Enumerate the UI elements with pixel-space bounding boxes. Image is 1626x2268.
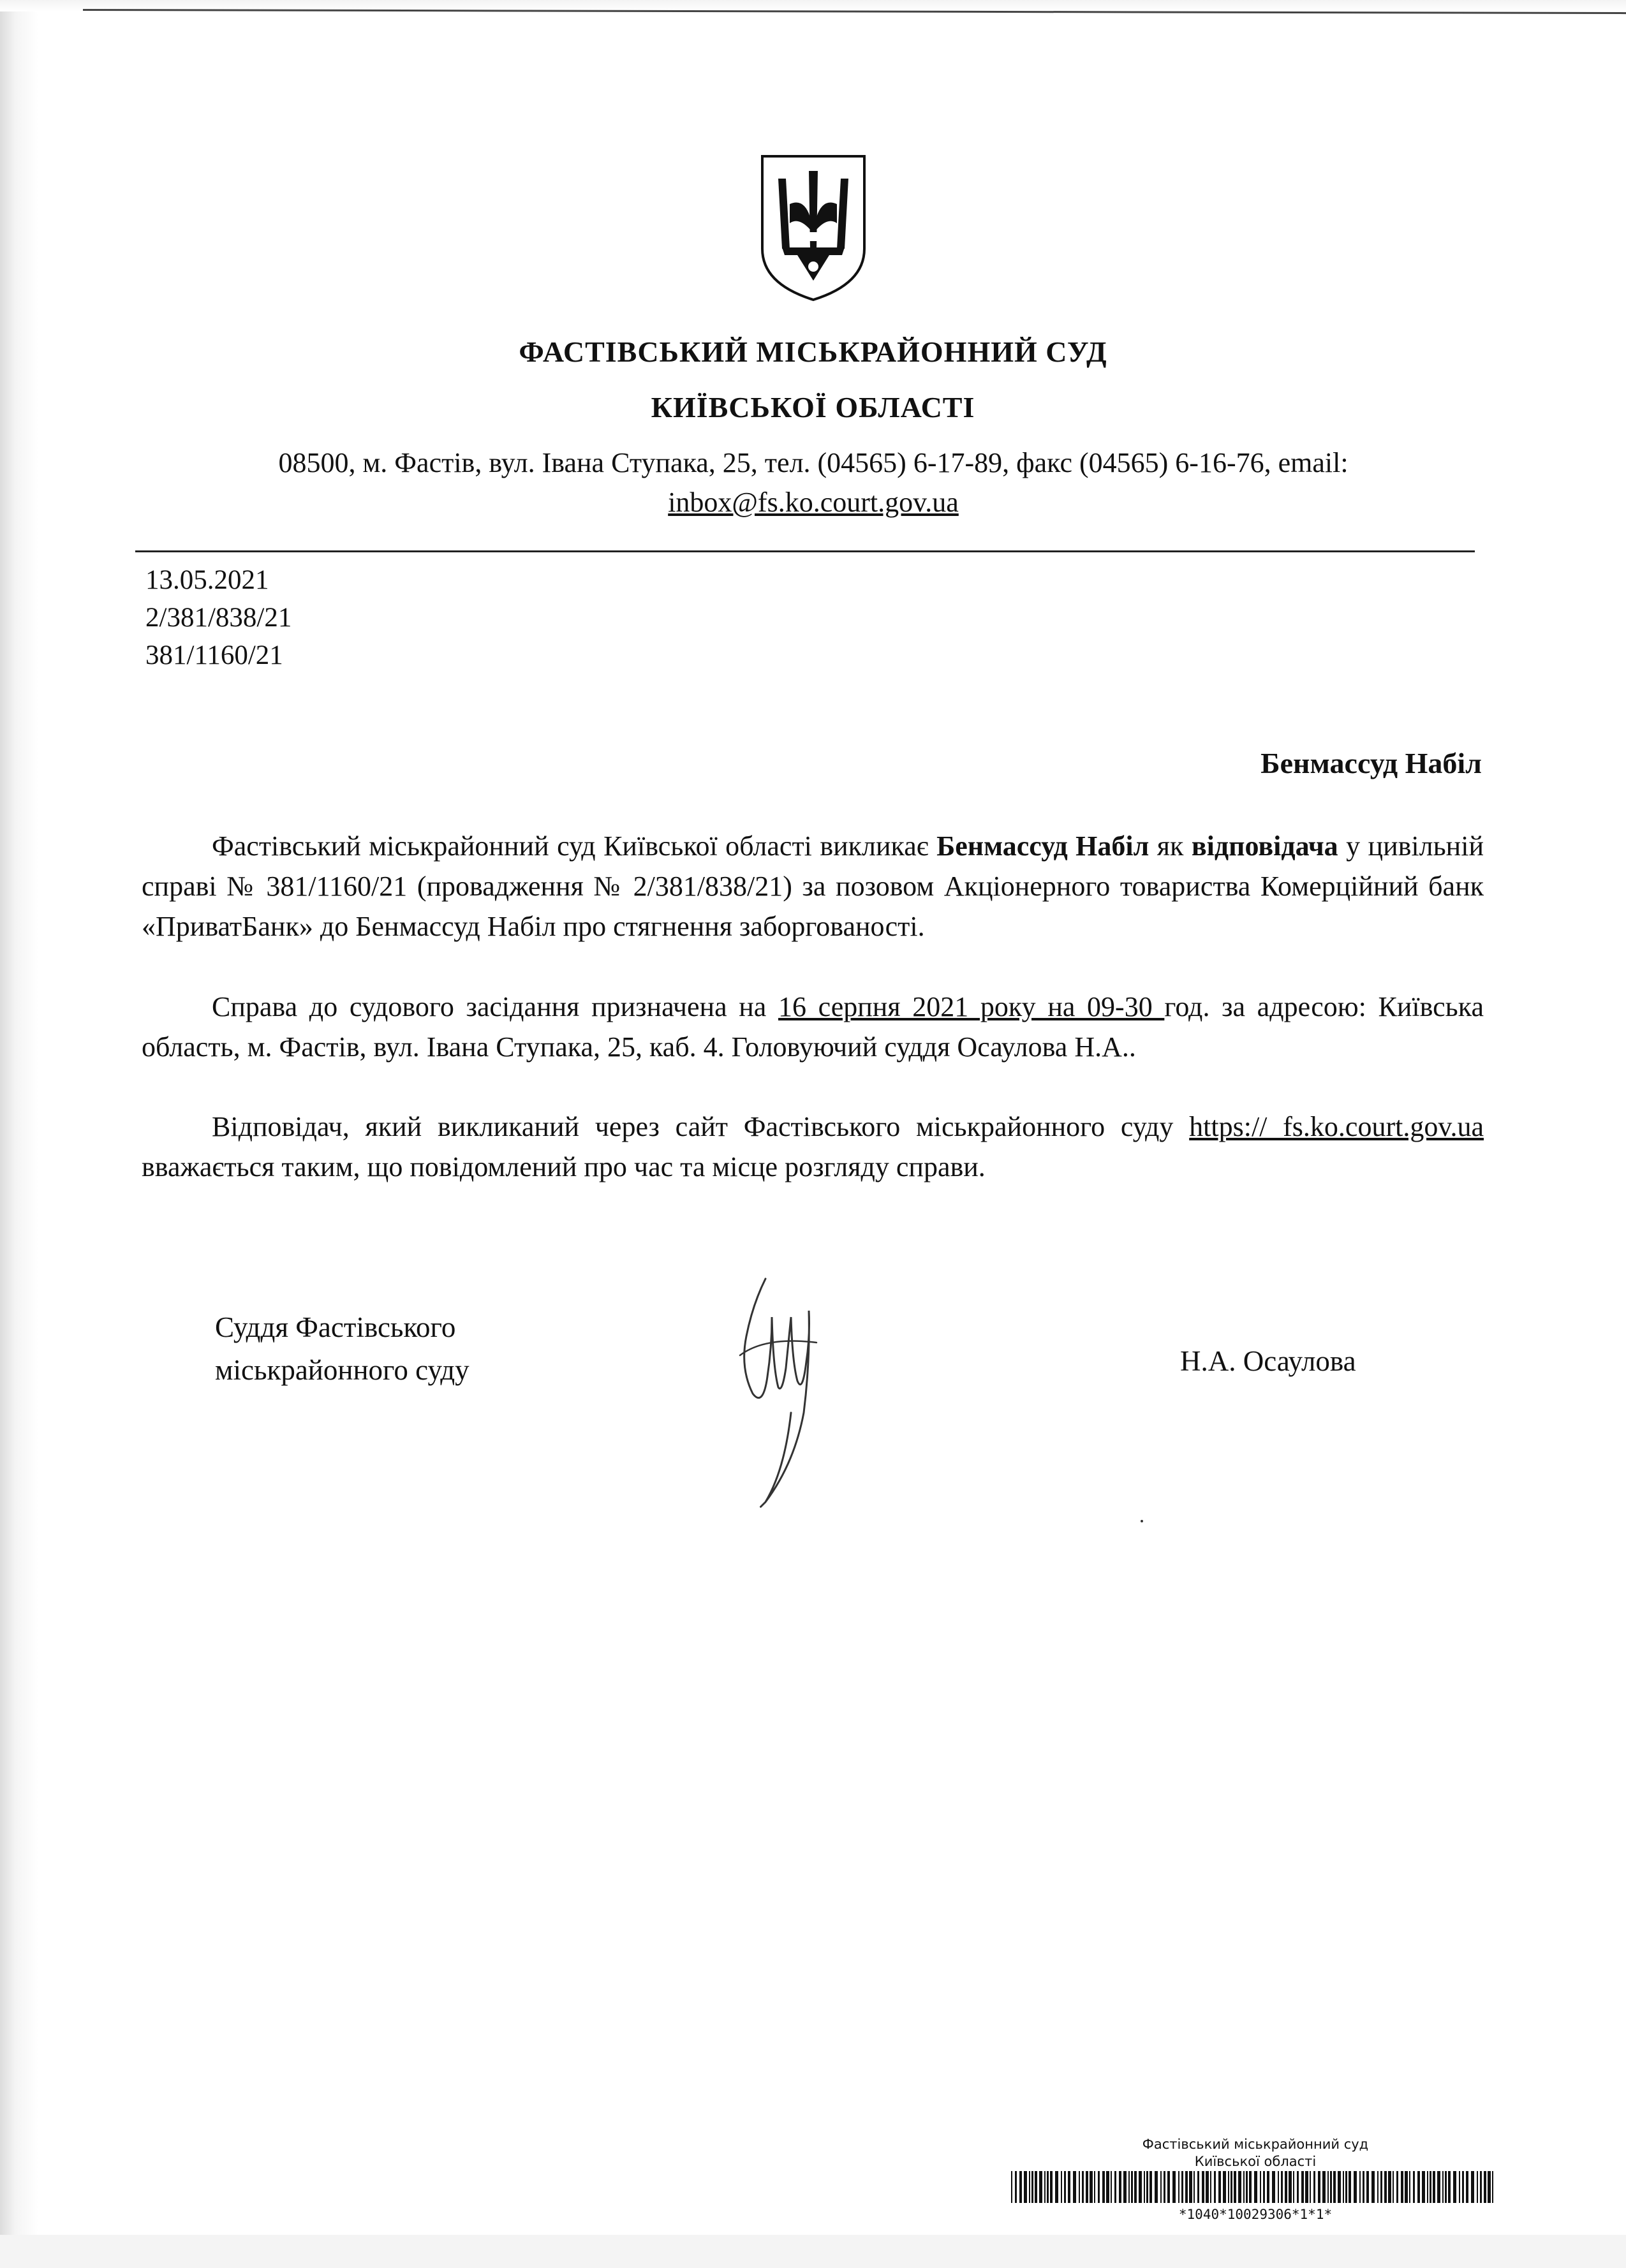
barcode-bar [1039,2171,1042,2203]
barcode-bar [1488,2171,1491,2203]
barcode-bar [1371,2171,1375,2203]
address-text: 08500, м. Фастів, вул. Івана Ступака, 25, тел. (04565) 6-17-89, факс (04565) 6-16-76, email: [278,447,1349,478]
barcode-bar [1164,2171,1165,2203]
barcode-bar [1131,2171,1133,2203]
barcode-bar [1433,2171,1435,2203]
stamp-line2: Київської області [1194,2154,1317,2169]
defendant-name: Бенмассуд Набіл [936,830,1149,862]
barcode-bar [1011,2171,1012,2203]
signatory-title [215,1306,469,1392]
barcode-bar [1445,2171,1447,2203]
barcode-bar [1061,2171,1062,2203]
barcode-bar [1480,2171,1482,2203]
barcode-bar [1189,2171,1192,2203]
barcode-bar [1197,2171,1199,2203]
barcode-bar [1172,2171,1176,2203]
barcode-bar [1228,2171,1229,2203]
barcode-bar [1119,2171,1121,2203]
barcode-bar [1305,2171,1308,2203]
barcode-bar [1094,2171,1095,2203]
barcode-bar [1134,2171,1137,2203]
paragraph-notice [142,1107,1484,1187]
barcode-bar [1050,2171,1053,2203]
barcode-bar [1073,2171,1076,2203]
barcode-bar [1234,2171,1236,2203]
barcode [1011,2171,1496,2203]
barcode-bar [1231,2171,1232,2203]
barcode-bar [1178,2171,1179,2203]
scan-speck [1141,1520,1143,1522]
barcode-bar [1047,2171,1049,2203]
barcode-bar [1044,2171,1046,2203]
p1-text-b: як [1149,830,1192,862]
barcode-bar [1035,2171,1037,2203]
barcode-bar [1082,2171,1084,2203]
barcode-bar [1413,2171,1415,2203]
barcode-bar [1029,2171,1030,2203]
p1-text-a: Фастівський міськрайонний суд Київської області викликає [212,830,937,862]
signatory-title-line2: міськрайонного суду [215,1354,469,1386]
barcode-bar [1417,2171,1420,2203]
barcode-bar [1377,2171,1378,2203]
barcode-bar [1064,2171,1066,2203]
barcode-bar [1285,2171,1287,2203]
scan-bottom-edge [0,2235,1626,2268]
court-address [153,443,1474,522]
barcode-bar [1310,2171,1311,2203]
p3-text-a: Відповідач, який викликаний через сайт Фастівського міськрайонного суду [212,1111,1190,1142]
barcode-bar [1492,2171,1493,2203]
barcode-bar [1214,2171,1216,2203]
barcode-bar [1024,2171,1027,2203]
barcode-bar [1019,2171,1022,2203]
barcode-bar [1388,2171,1391,2203]
document-meta [145,561,292,674]
paragraph-summons [142,826,1484,946]
barcode-bar [1338,2171,1341,2203]
barcode-bar [1267,2171,1269,2203]
proceeding-number: 2/381/838/21 [145,603,292,633]
barcode-bar [1366,2171,1369,2203]
barcode-bar [1333,2171,1336,2203]
barcode-bar [1466,2171,1468,2203]
barcode-bar [1343,2171,1344,2203]
court-website-link[interactable]: https:// fs.ko.court.gov.ua [1189,1111,1484,1142]
barcode-bar [1128,2171,1130,2203]
defendant-role: відповідача [1191,830,1338,862]
barcode-bar [1301,2171,1304,2203]
barcode-bar [1289,2171,1292,2203]
barcode-bar [1194,2171,1195,2203]
barcode-bar [1055,2171,1058,2203]
barcode-bar [1243,2171,1245,2203]
stamp-line1: Фастівський міськрайонний суд [1142,2137,1369,2152]
barcode-bar [1102,2171,1105,2203]
recipient-name: Бенмассуд Набіл [1260,747,1482,779]
barcode-number: *1040*10029306*1*1* [1178,2207,1333,2222]
barcode-bar [1149,2171,1152,2203]
barcode-bar [1349,2171,1351,2203]
barcode-bar [1202,2171,1204,2203]
barcode-bar [1238,2171,1241,2203]
p2-text-b: год. за адресою: Київська область, м. Фастів, вул. Івана Ступака, 25, каб. 4. Головуючий суддя Осаулова Н.А.. [142,991,1484,1063]
barcode-bar [1278,2171,1279,2203]
barcode-bar [1263,2171,1265,2203]
barcode-bar [1442,2171,1444,2203]
barcode-bar [1106,2171,1109,2203]
barcode-bar [1484,2171,1486,2203]
barcode-bar [1086,2171,1088,2203]
barcode-bar [1380,2171,1382,2203]
barcode-bar [1155,2171,1158,2203]
barcode-bar [1293,2171,1294,2203]
barcode-bar [1297,2171,1299,2203]
barcode-bar [1031,2171,1033,2203]
barcode-bar [1090,2171,1093,2203]
barcode-bar [1453,2171,1456,2203]
court-name-line1: ФАСТІВСЬКИЙ МІСЬКРАЙОННИЙ СУД [519,335,1107,368]
barcode-bar [1249,2171,1252,2203]
barcode-bar [1448,2171,1451,2203]
barcode-bar [1477,2171,1478,2203]
barcode-bar [1396,2171,1398,2203]
p2-text-a: Справа до судового засідання призначена на [212,991,778,1022]
barcode-bar [1185,2171,1188,2203]
barcode-bar [1437,2171,1440,2203]
barcode-bar [1144,2171,1145,2203]
hearing-datetime: 16 серпня 2021 року на 09-30 [778,991,1165,1022]
judge-name: Н.А. Осаулова [1180,1345,1356,1377]
coat-of-arms-icon [759,153,868,303]
barcode-bar [1330,2171,1332,2203]
barcode-bar [1363,2171,1364,2203]
handwritten-signature [727,1266,842,1521]
barcode-bar [1462,2171,1464,2203]
barcode-bar [1167,2171,1170,2203]
court-name-line2: КИЇВСЬКОЇ ОБЛАСТІ [651,391,975,423]
barcode-bar [1246,2171,1248,2203]
barcode-bar [1114,2171,1116,2203]
barcode-bar [1111,2171,1112,2203]
header-divider [135,550,1475,552]
barcode-bar [1218,2171,1221,2203]
p3-text-b: вважається таким, що повідомлений про час та місце розгляду справи. [142,1151,986,1182]
barcode-bar [1345,2171,1347,2203]
barcode-bar [1322,2171,1326,2203]
barcode-bar [1068,2171,1070,2203]
barcode-bar [1318,2171,1320,2203]
barcode-bar [1223,2171,1226,2203]
paragraph-hearing [142,987,1484,1067]
barcode-bar [1354,2171,1357,2203]
barcode-bar [1160,2171,1162,2203]
barcode-bar [1459,2171,1460,2203]
barcode-bar [1401,2171,1403,2203]
signatory-title-line1: Суддя Фастівського [215,1311,456,1343]
barcode-bar [1313,2171,1315,2203]
document-date: 13.05.2021 [145,565,269,595]
barcode-bar [1272,2171,1275,2203]
barcode-bar [1079,2171,1080,2203]
barcode-bar [1393,2171,1394,2203]
barcode-bar [1281,2171,1283,2203]
barcode-bar [1422,2171,1425,2203]
barcode-bar [1123,2171,1127,2203]
case-number: 381/1160/21 [145,640,283,670]
barcode-bar [1430,2171,1431,2203]
barcode-bar [1327,2171,1329,2203]
barcode-bar [1146,2171,1148,2203]
barcode-bar [1139,2171,1142,2203]
barcode-bar [1206,2171,1209,2203]
p1-text-c: у цивільній справі № 381/1160/21 (провадження № 2/381/838/21) за позовом Акціонерного товариства Комерційний банк «ПриватБанк» до Бенмассуд Набіл про стягнення заборгованості. [142,830,1484,942]
barcode-bar [1254,2171,1257,2203]
barcode-bar [1409,2171,1410,2203]
barcode-bar [1210,2171,1211,2203]
barcode-bar [1384,2171,1387,2203]
email-link[interactable]: inbox@fs.ko.court.gov.ua [668,487,959,518]
barcode-bar [1471,2171,1474,2203]
barcode-bar [1405,2171,1408,2203]
barcode-bar [1260,2171,1261,2203]
barcode-bar [1098,2171,1100,2203]
barcode-bar [1359,2171,1361,2203]
barcode-bar [1181,2171,1183,2203]
barcode-bar [1427,2171,1428,2203]
barcode-bar [1015,2171,1017,2203]
